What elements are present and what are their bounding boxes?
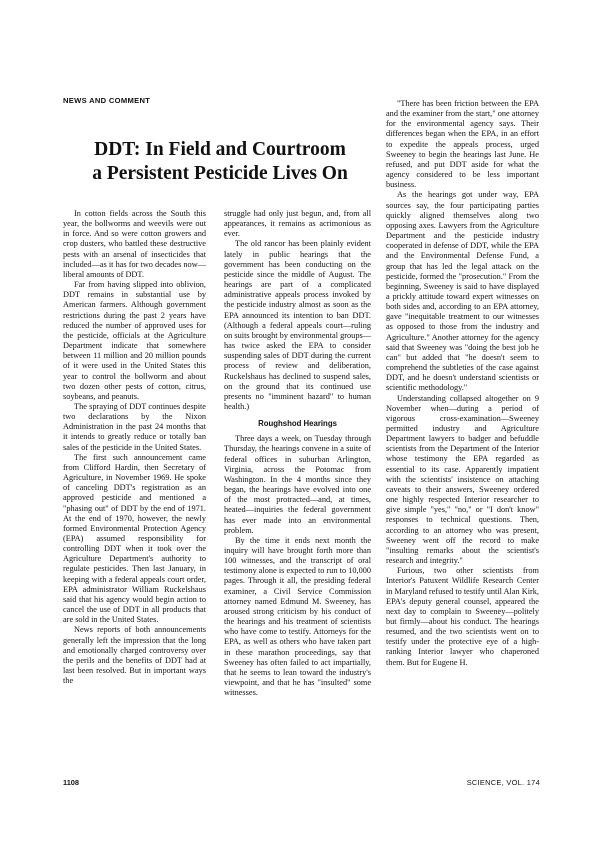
paragraph: As the hearings got under way, EPA sources say, the four participating parties quickly aligned themselves along two opposing axes. Lawyers from the Agriculture Department and the pesticide industry cooperated in defense of DDT, while the EPA and the Environmental Defense Fund, a group that has led the legal attack on the pesticide, formed the "prosecution." From the beginning, Sweeney is said to have displayed a prickly attitude toward expert witnesses on both sides and, according to an EPA attorney, gave "inequitable treatment to our witnesses as opposed to those from the industry and Agriculture." Another attorney for the agency said that Sweeney was "doing the best job he can" but added that "he doesn't seem to comprehend the subtleties of the case against DDT, and he doesn't understand scientists or scientific methodology." [386, 190, 539, 393]
column-left [63, 209, 206, 686]
paragraph: The spraying of DDT continues despite two declarations by the Nixon Administration in the past 24 months that it intends to greatly reduce or totally ban sales of the pesticide in the United States. [63, 401, 206, 452]
article-headline [60, 138, 380, 186]
paragraph: "There has been friction between the EPA and the examiner from the start," one attorney for the environmental agency says. Their differences began when the EPA, in an effort to expedite the appeals process, urged Sweeney to begin the hearings last June. He refused, and put DDT aside for what the agency considered to be less important business. [386, 99, 539, 190]
headline-line-2: a Persistent Pesticide Lives On [92, 163, 348, 184]
paragraph: struggle had only just begun, and, from all appearances, it remains as acrimonious as ever. [224, 209, 371, 239]
column-right [386, 99, 539, 668]
paragraph: The first such announcement came from Clifford Hardin, then Secretary of Agriculture, in November 1969. He spoke of canceling DDT's registration as an approved pesticide and mentioned a "phasing out" of DDT by the end of 1971. At the end of 1970, however, the newly formed Environmental Protection Agency (EPA) assumed responsibility for controlling DDT when it took over the Agriculture Department's authority to regulate pesticides. Then last January, in keeping with a federal appeals court order, EPA administrator William Ruckelshaus said that his agency would begin action to cancel the use of DDT in all products that are sold in the United States. [63, 452, 206, 625]
journal-folio: SCIENCE, VOL. 174 [466, 778, 540, 787]
paragraph: Understanding collapsed altogether on 9 November when—during a period of vigorous cross-examination—Sweeney permitted industry and Agriculture Department lawyers to badger and befuddle scientists from the Department of the Interior whose testimony the EPA regarded as essential to its case. Apparently impatient with the scientists' insistence on attaching caveats to their answers, Sweeney ordered one highly respected Interior researcher to give simple "yes," "no," or "I don't know" responses to technical questions. Then, according to an attorney who was present, Sweeney went off the record to make "insulting remarks about the scientist's research and integrity." [386, 393, 539, 566]
section-label: NEWS AND COMMENT [63, 96, 151, 105]
headline-line-1: DDT: In Field and Courtroom [94, 139, 346, 160]
paragraph: In cotton fields across the South this year, the bollworms and weevils were out in force. And so were cotton growers and crop dusters, who battled these destructive pests with an arsenal of insecticides that included—as it has for two decades now—liberal amounts of DDT. [63, 209, 206, 279]
column-middle [224, 209, 371, 698]
paragraph: Furious, two other scientists from Interior's Patuxent Wildlife Research Center in Maryland refused to testify until Alan Kirk, EPA's deputy general counsel, appeared the next day to complain to Sweeney—politely but firmly—about his conduct. The hearings resumed, and the two scientists went on to testify under the protective eye of a high-ranking Interior lawyer who chaperoned them. But for Eugene H. [386, 566, 540, 667]
paragraph: Far from having slipped into oblivion, DDT remains in substantial use by American farmers. Although government restrictions during the past 2 years have reduced the number of approved uses for the pesticide, officials at the Agriculture Department indicate that somewhere between 11 million and 20 million pounds of it were used in the United States this year to control the bollworm and about two dozen other pests of cotton, citrus, soybeans, and peanuts. [63, 280, 206, 401]
page-number: 1108 [63, 778, 80, 787]
paragraph: Three days a week, on Tuesday through Thursday, the hearings convene in a suite of federal offices in suburban Arlington, Virginia, across the Potomac from Washington. In the 4 months since they began, the hearings have evolved into one of the most protracted—and, at times, heated—inquiries the federal government has ever made into an environmental problem. [224, 434, 371, 535]
subheading: Roughshod Hearings [258, 419, 337, 429]
paragraph: News reports of both announcements generally left the impression that the long and emotionally charged controversy over the perils and the benefits of DDT had at last been resolved. But in important ways the [63, 625, 206, 686]
paragraph: By the time it ends next month the inquiry will have brought forth more than 100 witnesses, and the transcript of oral testimony alone is expected to run to 10,000 pages. Through it all, the presiding federal examiner, a Civil Service Commission attorney named Edmund M. Sweeney, has aroused strong criticism by his conduct of the hearings and his treatment of scientists who have come to testify. Attorneys for the EPA, as well as others who have taken part in these marathon proceedings, say that Sweeney has often failed to act impartially, that he seems to lean toward the industry's viewpoint, and that he has "insulted" some witnesses. [224, 535, 372, 698]
paragraph: The old rancor has been plainly evident lately in public hearings that the government has been conducting on the pesticide since the middle of August. The hearings are part of a complicated administrative appeals process invoked by the pesticide industry almost as soon as the EPA announced its intention to ban DDT. (Although a federal appeals court—ruling on suits brought by environmental groups—has twice asked the EPA to consider suspending sales of DDT during the current process of review and deliberation, Ruckelshaus has declined to suspend sales, on the ground that its continued use presents no "imminent hazard" to human health.) [224, 239, 371, 411]
